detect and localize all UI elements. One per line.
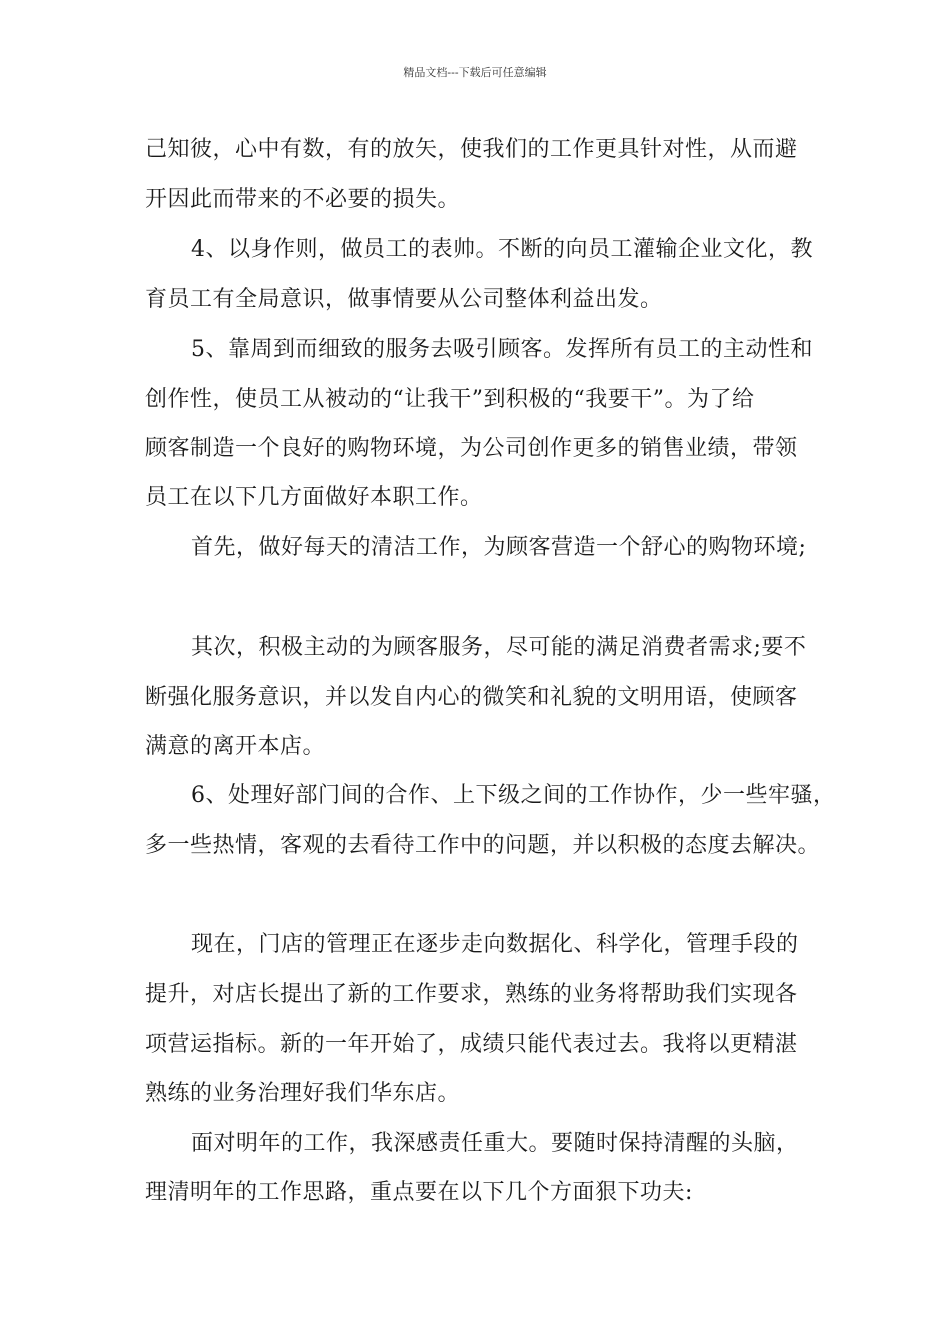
body-line: 项营运指标。新的一年开始了，成绩只能代表过去。我将以更精湛 [145, 1032, 798, 1057]
body-line: 首先，做好每天的清洁工作，为顾客营造一个舒心的购物环境; [191, 535, 807, 560]
body-line: 4、以身作则，做员工的表帅。不断的向员工灌输企业文化，教 [191, 237, 813, 262]
body-line: 开因此而带来的不必要的损失。 [145, 187, 461, 212]
body-line: 育员工有全局意识，做事情要从公司整体利益出发。 [145, 287, 663, 312]
body-line: 熟练的业务治理好我们华东店。 [145, 1081, 461, 1106]
body-line: 员工在以下几方面做好本职工作。 [145, 485, 483, 510]
body-line: 面对明年的工作，我深感责任重大。要随时保持清醒的头脑， [191, 1131, 799, 1156]
body-line: 多一些热情，客观的去看待工作中的问题，并以积极的态度去解决。 [145, 833, 821, 858]
body-line: 理清明年的工作思路，重点要在以下几个方面狠下功夫: [145, 1180, 693, 1205]
body-line: 断强化服务意识，并以发自内心的微笑和礼貌的文明用语，使顾客 [145, 685, 798, 710]
page-header: 精品文档---下载后可任意编辑 [403, 66, 547, 79]
body-line: 其次，积极主动的为顾客服务，尽可能的满足消费者需求;要不 [191, 635, 807, 660]
body-line: 5、靠周到而细致的服务去吸引顾客。发挥所有员工的主动性和 [191, 337, 813, 362]
body-line: 创作性，使员工从被动的“让我干”到积极的“我要干”。为了给 [145, 387, 755, 412]
body-line: 顾客制造一个良好的购物环境，为公司创作更多的销售业绩，带领 [145, 436, 798, 461]
body-line: 提升，对店长提出了新的工作要求，熟练的业务将帮助我们实现各 [145, 982, 798, 1007]
body-line: 现在，门店的管理正在逐步走向数据化、科学化，管理手段的 [191, 932, 799, 957]
body-line: 6、处理好部门间的合作、上下级之间的工作协作，少一些牢骚， [191, 783, 836, 808]
body-line: 己知彼，心中有数，有的放矢，使我们的工作更具针对性，从而避 [145, 137, 798, 162]
body-line: 满意的离开本店。 [145, 734, 326, 759]
